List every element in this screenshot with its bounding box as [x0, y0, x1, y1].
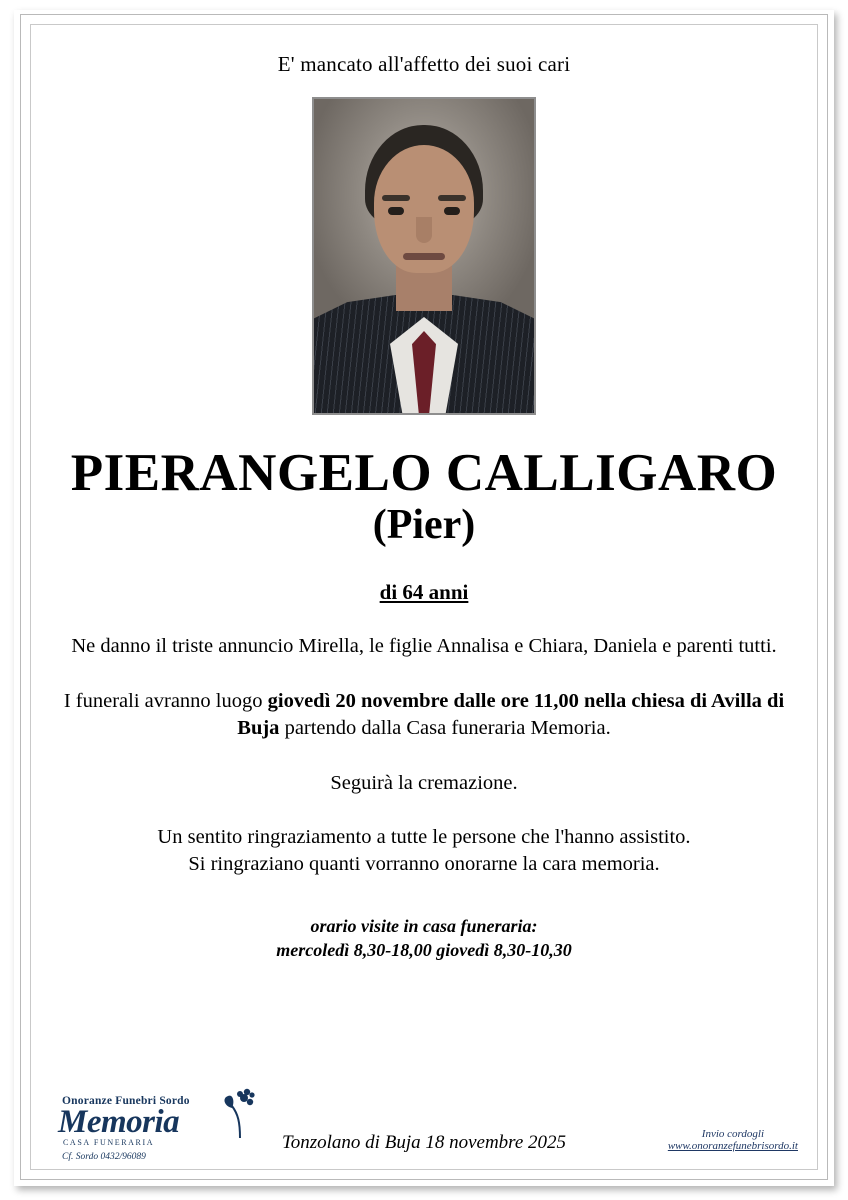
place-and-date: Tonzolano di Buja 18 novembre 2025 — [281, 1132, 567, 1153]
deceased-age: di 64 anni — [379, 579, 469, 604]
portrait-brow-right — [438, 195, 466, 201]
logo-top-text: Onoranze Funebri Sordo — [62, 1094, 190, 1107]
notice-content — [44, 40, 804, 1160]
funeral-highlight: giovedì 20 novembre dalle ore 11,00 nella chiesa di Avilla di Buja — [237, 689, 785, 740]
visiting-hours — [44, 914, 804, 963]
portrait-eye-left — [388, 207, 404, 215]
cremation-text: Seguirà la cremazione. — [330, 772, 518, 795]
logo-phone-text: Cf. Sordo 0432/96089 — [62, 1152, 146, 1162]
visiting-hours-value: mercoledì 8,30-18,00 giovedì 8,30-10,30 — [276, 940, 572, 961]
condolences-label: Invio cordogli — [701, 1128, 765, 1140]
funeral-prefix: I funerali avranno luogo — [63, 689, 268, 712]
logo-sub-text: CASA FUNERARIA — [63, 1138, 155, 1147]
visiting-hours-title: orario visite in casa funeraria: — [310, 916, 538, 937]
deceased-nickname: (Pier) — [372, 502, 476, 549]
announcement-text: Ne danno il triste annuncio Mirella, le figlie Annalisa e Chiara, Daniela e parenti tutti. — [71, 634, 777, 657]
funeral-suffix: partendo dalla Casa funeraria Memoria. — [279, 717, 611, 740]
portrait-eye-right — [444, 207, 460, 215]
portrait-photo — [312, 97, 536, 415]
portrait-brow-left — [382, 195, 410, 201]
flower-icon — [220, 1086, 260, 1138]
deceased-name: PIERANGELO CALLIGARO — [70, 444, 778, 502]
website-link[interactable]: www.onoranzefunebrisordo.it — [667, 1140, 798, 1152]
intro-line: E' mancato all'affetto dei suoi cari — [277, 52, 571, 76]
portrait-nose — [416, 217, 432, 243]
thanks-line-2: Si ringraziano quanti vorranno onorarne la cara memoria. — [188, 852, 660, 875]
thanks-line-1: Un sentito ringraziamento a tutte le persone che l'hanno assistito. — [157, 825, 691, 848]
funeral-details — [44, 688, 804, 743]
thanks-text — [44, 824, 804, 879]
portrait-image — [314, 99, 534, 413]
logo-main-text: Memoria — [58, 1103, 180, 1140]
portrait-mouth — [403, 253, 445, 260]
website-block[interactable] — [668, 1128, 798, 1152]
notice-footer — [44, 1058, 804, 1168]
